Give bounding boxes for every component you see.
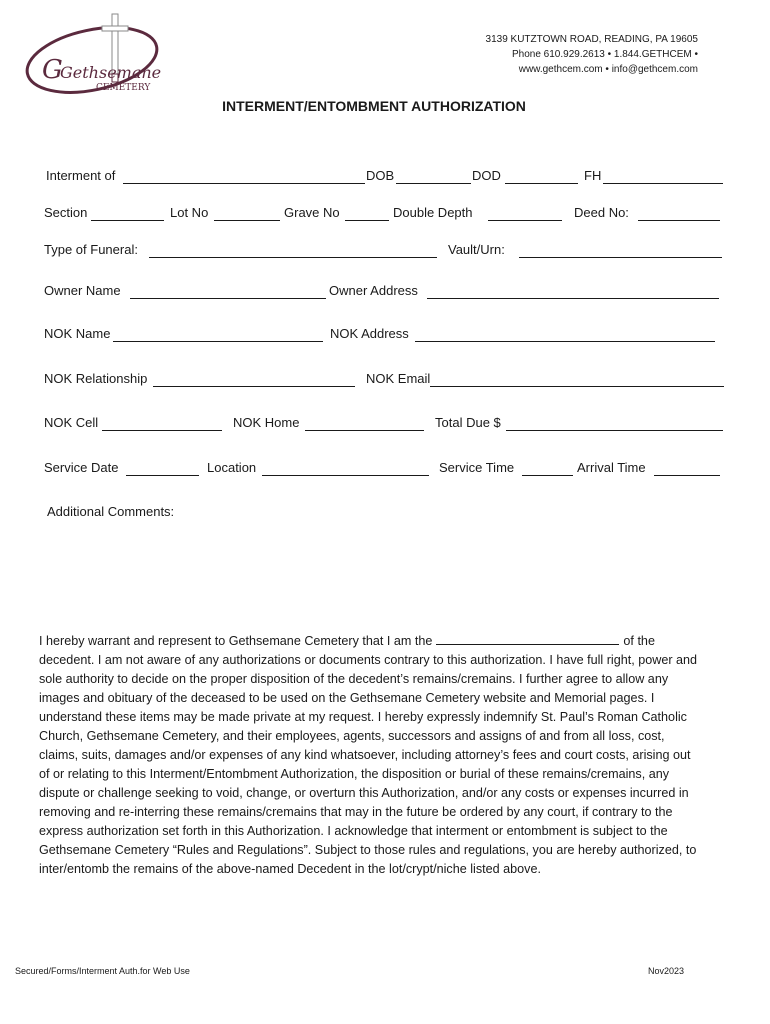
- field-section[interactable]: [91, 220, 164, 221]
- label-nok-email: NOK Email: [366, 371, 431, 386]
- label-owner-address: Owner Address: [329, 283, 418, 298]
- cemetery-logo: [20, 12, 165, 97]
- authorization-statement: [39, 632, 699, 879]
- svg-text:G: G: [42, 55, 63, 85]
- row-nok-name: [0, 326, 770, 346]
- field-interment-of[interactable]: [123, 183, 365, 184]
- label-double-depth: Double Depth: [393, 205, 473, 220]
- field-relationship-to-decedent[interactable]: [436, 632, 619, 645]
- logo-sub: CEMETERY: [96, 83, 151, 93]
- statement-start: I hereby warrant and represent to Gethsemane Cemetery that I am the: [39, 634, 433, 648]
- label-dob: DOB: [366, 168, 395, 183]
- field-double-depth[interactable]: [488, 220, 562, 221]
- row-section: [0, 205, 770, 225]
- label-nok-name: NOK Name: [44, 326, 111, 341]
- row-owner: [0, 283, 770, 303]
- label-deed-no: Deed No:: [574, 205, 629, 220]
- label-owner-name: Owner Name: [44, 283, 121, 298]
- label-nok-cell: NOK Cell: [44, 415, 99, 430]
- label-fh: FH: [584, 168, 602, 183]
- footer-form-id: Secured/Forms/Interment Auth.for Web Use: [15, 966, 190, 976]
- logo-graphic: [20, 12, 165, 97]
- label-vault-urn: Vault/Urn:: [448, 242, 505, 257]
- row-interment: [0, 168, 770, 188]
- label-service-time: Service Time: [439, 460, 515, 475]
- label-nok-relationship: NOK Relationship: [44, 371, 148, 386]
- field-owner-name[interactable]: [130, 298, 326, 299]
- label-total-due: Total Due $: [435, 415, 501, 430]
- field-nok-home[interactable]: [305, 430, 424, 431]
- label-lot-no: Lot No: [170, 205, 209, 220]
- label-nok-home: NOK Home: [233, 415, 300, 430]
- address-line-2: Phone 610.929.2613 • 1.844.GETHCEM •: [511, 49, 698, 60]
- field-type-of-funeral[interactable]: [149, 257, 437, 258]
- field-nok-relationship[interactable]: [153, 386, 355, 387]
- label-additional-comments: Additional Comments:: [47, 504, 175, 519]
- label-nok-address: NOK Address: [330, 326, 409, 341]
- field-vault-urn[interactable]: [519, 257, 722, 258]
- field-nok-name[interactable]: [113, 341, 323, 342]
- field-lot-no[interactable]: [214, 220, 280, 221]
- label-section: Section: [44, 205, 88, 220]
- form-title: INTERMENT/ENTOMBMENT AUTHORIZATION: [222, 98, 526, 114]
- label-type-of-funeral: Type of Funeral:: [44, 242, 138, 257]
- label-interment-of: Interment of: [46, 168, 116, 183]
- field-owner-address[interactable]: [427, 298, 719, 299]
- statement-of: of: [623, 634, 634, 648]
- field-nok-cell[interactable]: [102, 430, 222, 431]
- field-dod[interactable]: [505, 183, 578, 184]
- field-dob[interactable]: [396, 183, 471, 184]
- field-service-time[interactable]: [522, 475, 573, 476]
- label-service-date: Service Date: [44, 460, 119, 475]
- logo-name: Gethsemane: [60, 63, 162, 82]
- label-arrival-time: Arrival Time: [577, 460, 646, 475]
- field-nok-email[interactable]: [430, 386, 724, 387]
- field-arrival-time[interactable]: [654, 475, 720, 476]
- field-nok-address[interactable]: [415, 341, 715, 342]
- field-grave-no[interactable]: [345, 220, 389, 221]
- label-location: Location: [207, 460, 257, 475]
- address-line-1: 3139 KUTZTOWN ROAD, READING, PA 19605: [485, 34, 698, 45]
- statement-body: the decedent. I am not aware of any authorizations or documents contrary to this authorization. I have full right, power and sole authority to decide on the proper disposition of the decedent’s remains/cremains. I further agree to allow any images and obituary of the deceased to be used on the Gethsemane Cemetery website and Memorial pages. I understand these items may be made private at my request. I hereby expressly indemnify St. Paul’s Roman Catholic Church, Gethsemane Cemetery, and their employees, agents, successors and assigns of and from all loss, cost, claims, suits, damages and/or expenses of any kind whatsoever, including attorney’s fees and court costs, arising out of or relating to this Interment/Entombment Authorization, the disposition or burial of these remains/cremains, any dispute or challenge seeking to void, change, or overturn this Authorization, and/or any costs or expenses incurred in removing and re-interring these remains/cremains that may in the future be ordered by any court, if contrary to the express authorization set forth in this Authorization. I acknowledge that interment or entombment is subject to the Gethsemane Cemetery “Rules and Regulations”. Subject to those rules and regulations, you are hereby authorized, to inter/entomb the remains of the above-named Decedent in the lot/crypt/niche listed above.: [39, 634, 698, 876]
- field-service-date[interactable]: [126, 475, 199, 476]
- field-location[interactable]: [262, 475, 429, 476]
- contact-address: [486, 32, 698, 77]
- label-grave-no: Grave No: [284, 205, 340, 220]
- label-dod: DOD: [472, 168, 501, 183]
- address-line-3: www.gethcem.com • info@gethcem.com: [518, 64, 698, 75]
- footer-date: Nov2023: [648, 966, 685, 976]
- row-funeral: [0, 242, 770, 262]
- row-nok-relationship: [0, 371, 770, 391]
- row-nok-phone: [0, 415, 770, 435]
- field-deed-no[interactable]: [638, 220, 720, 221]
- field-fh[interactable]: [603, 183, 723, 184]
- field-total-due[interactable]: [506, 430, 723, 431]
- row-service: [0, 460, 770, 480]
